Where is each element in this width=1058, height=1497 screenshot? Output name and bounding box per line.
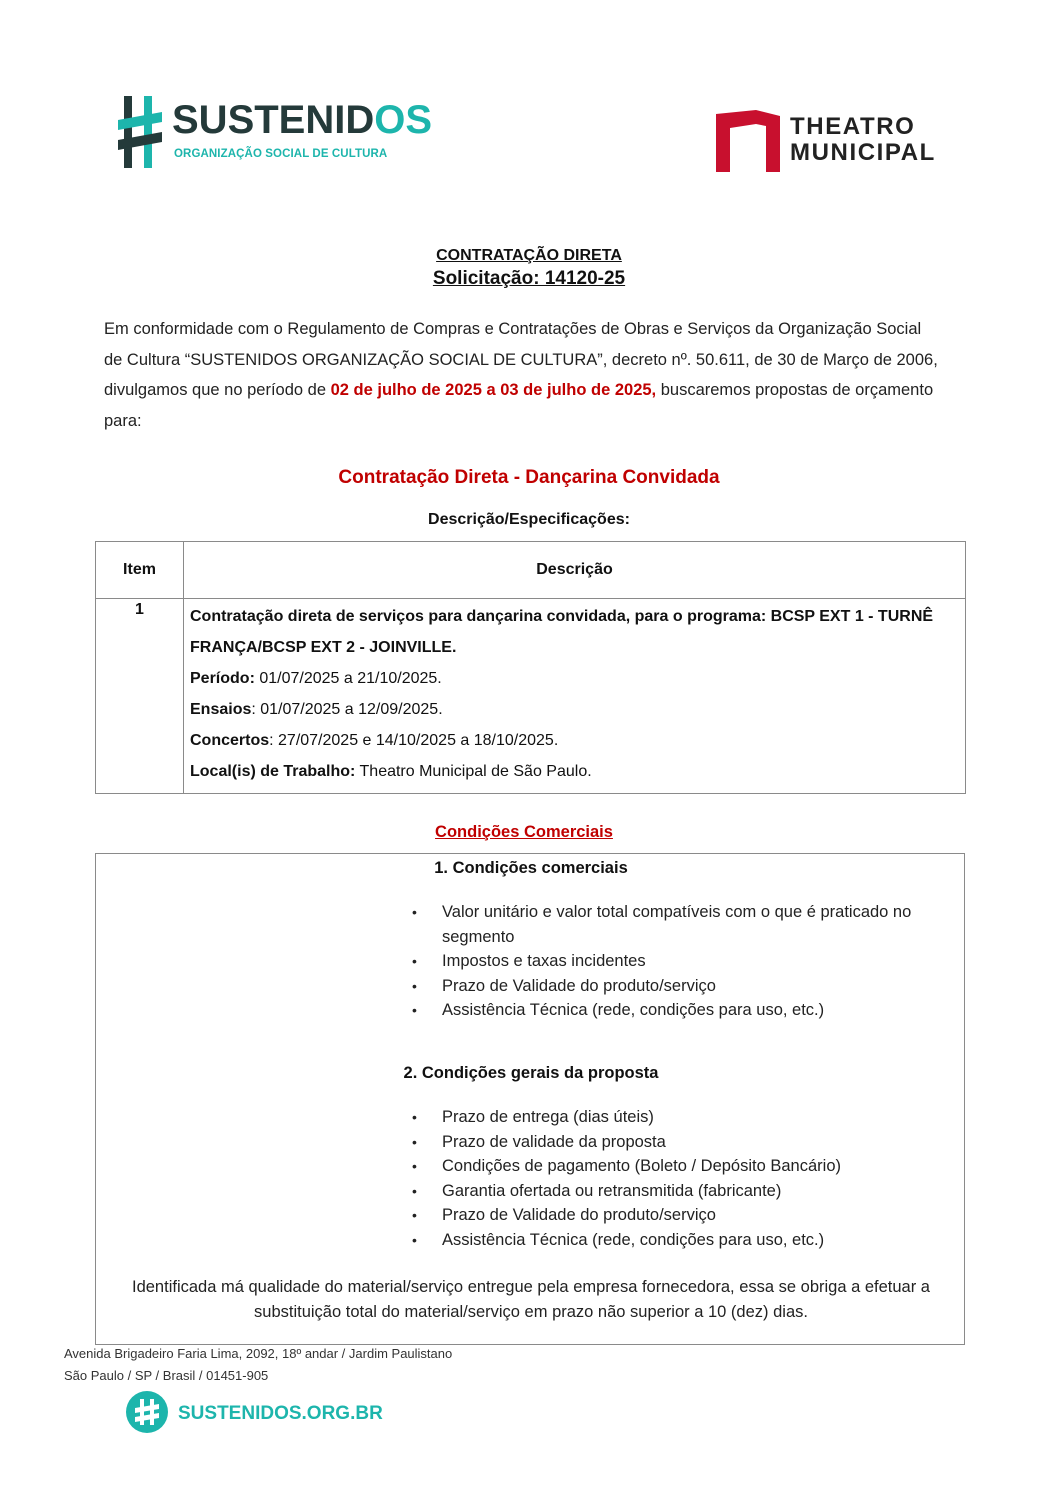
table-header-row — [96, 542, 966, 599]
logo-subtitle: ORGANIZAÇÃO SOCIAL DE CULTURA — [174, 148, 388, 160]
request-number: Solicitação: 14120-25 — [432, 268, 626, 289]
section-title: Contratação Direta - Dançarina Convidada — [338, 467, 720, 488]
list-item: • Valor unitário e valor total compatíveis com o que é praticado no segmento — [442, 900, 962, 949]
conditions-section2-list — [442, 1105, 962, 1252]
row-concertos: Concertos: 27/07/2025 e 14/10/2025 a 18/10/2025. — [190, 732, 559, 749]
row-item-number: 1 — [96, 599, 184, 794]
list-item: • Condições de pagamento (Boleto / Depósito Bancário) — [442, 1154, 962, 1179]
list-item: • Prazo de validade da proposta — [442, 1130, 962, 1155]
conditions-section2-title: 2. Condições gerais da proposta — [403, 1064, 659, 1082]
quality-note: Identificada má qualidade do material/serviço entregue pela empresa fornecedora, essa se obriga a efetuar a substituição total do material/serviço em prazo não superior a 10 (dez) dias. — [132, 1278, 930, 1321]
row-periodo: Período: 01/07/2025 a 21/10/2025. — [190, 670, 442, 687]
conditions-section1-list — [442, 900, 962, 1023]
conditions-section1-title: 1. Condições comerciais — [434, 859, 628, 877]
row-description — [184, 599, 966, 794]
list-item: • Garantia ofertada ou retransmitida (fabricante) — [442, 1179, 962, 1204]
spec-title: Descrição/Especificações: — [428, 511, 630, 528]
row-local: Local(is) de Trabalho: Theatro Municipal de São Paulo. — [190, 763, 592, 780]
items-table — [95, 541, 966, 794]
intro-paragraph: Em conformidade com o Regulamento de Compras e Contratações de Obras e Serviços da Organização Social de Cultura “SUSTENIDOS ORGANIZAÇÃO SOCIAL DE CULTURA”, decreto nº. 50.611, de 30 de Março de 2006, divulgamos que no período de 02 de julho de 2025 a 03 de julho de 2025, buscaremos propostas de orçamento para: — [104, 320, 938, 430]
footer-hash-icon — [126, 1391, 168, 1433]
header-item: Item — [96, 542, 184, 599]
address-line-1: Avenida Brigadeiro Faria Lima, 2092, 18º andar / Jardim Paulistano — [64, 1346, 453, 1361]
footer-logo — [126, 1391, 386, 1437]
hash-icon — [118, 94, 162, 170]
theatro-municipal-logo — [716, 110, 956, 174]
list-item: • Assistência Técnica (rede, condições para uso, etc.) — [442, 998, 962, 1023]
table-row — [96, 599, 966, 794]
list-item: • Prazo de Validade do produto/serviço — [442, 1203, 962, 1228]
website-link[interactable]: SUSTENIDOS.ORG.BR — [178, 1403, 383, 1424]
list-item: • Impostos e taxas incidentes — [442, 949, 962, 974]
logo-name: SUSTENIDOS — [172, 98, 433, 142]
row-main-text: Contratação direta de serviços para dançarina convidada, para o programa: BCSP EXT 1 - TURNÊ FRANÇA/BCSP EXT 2 - JOINVILLE. — [190, 608, 934, 656]
sustenidos-logo — [118, 94, 433, 174]
list-item: • Prazo de Validade do produto/serviço — [442, 974, 962, 999]
header-description: Descrição — [184, 542, 966, 599]
footer-address — [64, 1343, 452, 1387]
address-line-2: São Paulo / SP / Brasil / 01451-905 — [64, 1368, 269, 1383]
list-item: • Assistência Técnica (rede, condições para uso, etc.) — [442, 1228, 962, 1253]
document-title: CONTRATAÇÃO DIRETA — [436, 247, 622, 264]
theatro-municipal-text: THEATRO MUNICIPAL — [790, 113, 936, 166]
row-ensaios: Ensaios: 01/07/2025 a 12/09/2025. — [190, 701, 443, 718]
period-highlight: 02 de julho de 2025 a 03 de julho de 2025, — [330, 381, 657, 399]
conditions-title: Condições Comerciais — [435, 823, 613, 841]
theatro-arch-icon — [716, 110, 780, 172]
list-item: • Prazo de entrega (dias úteis) — [442, 1105, 962, 1130]
